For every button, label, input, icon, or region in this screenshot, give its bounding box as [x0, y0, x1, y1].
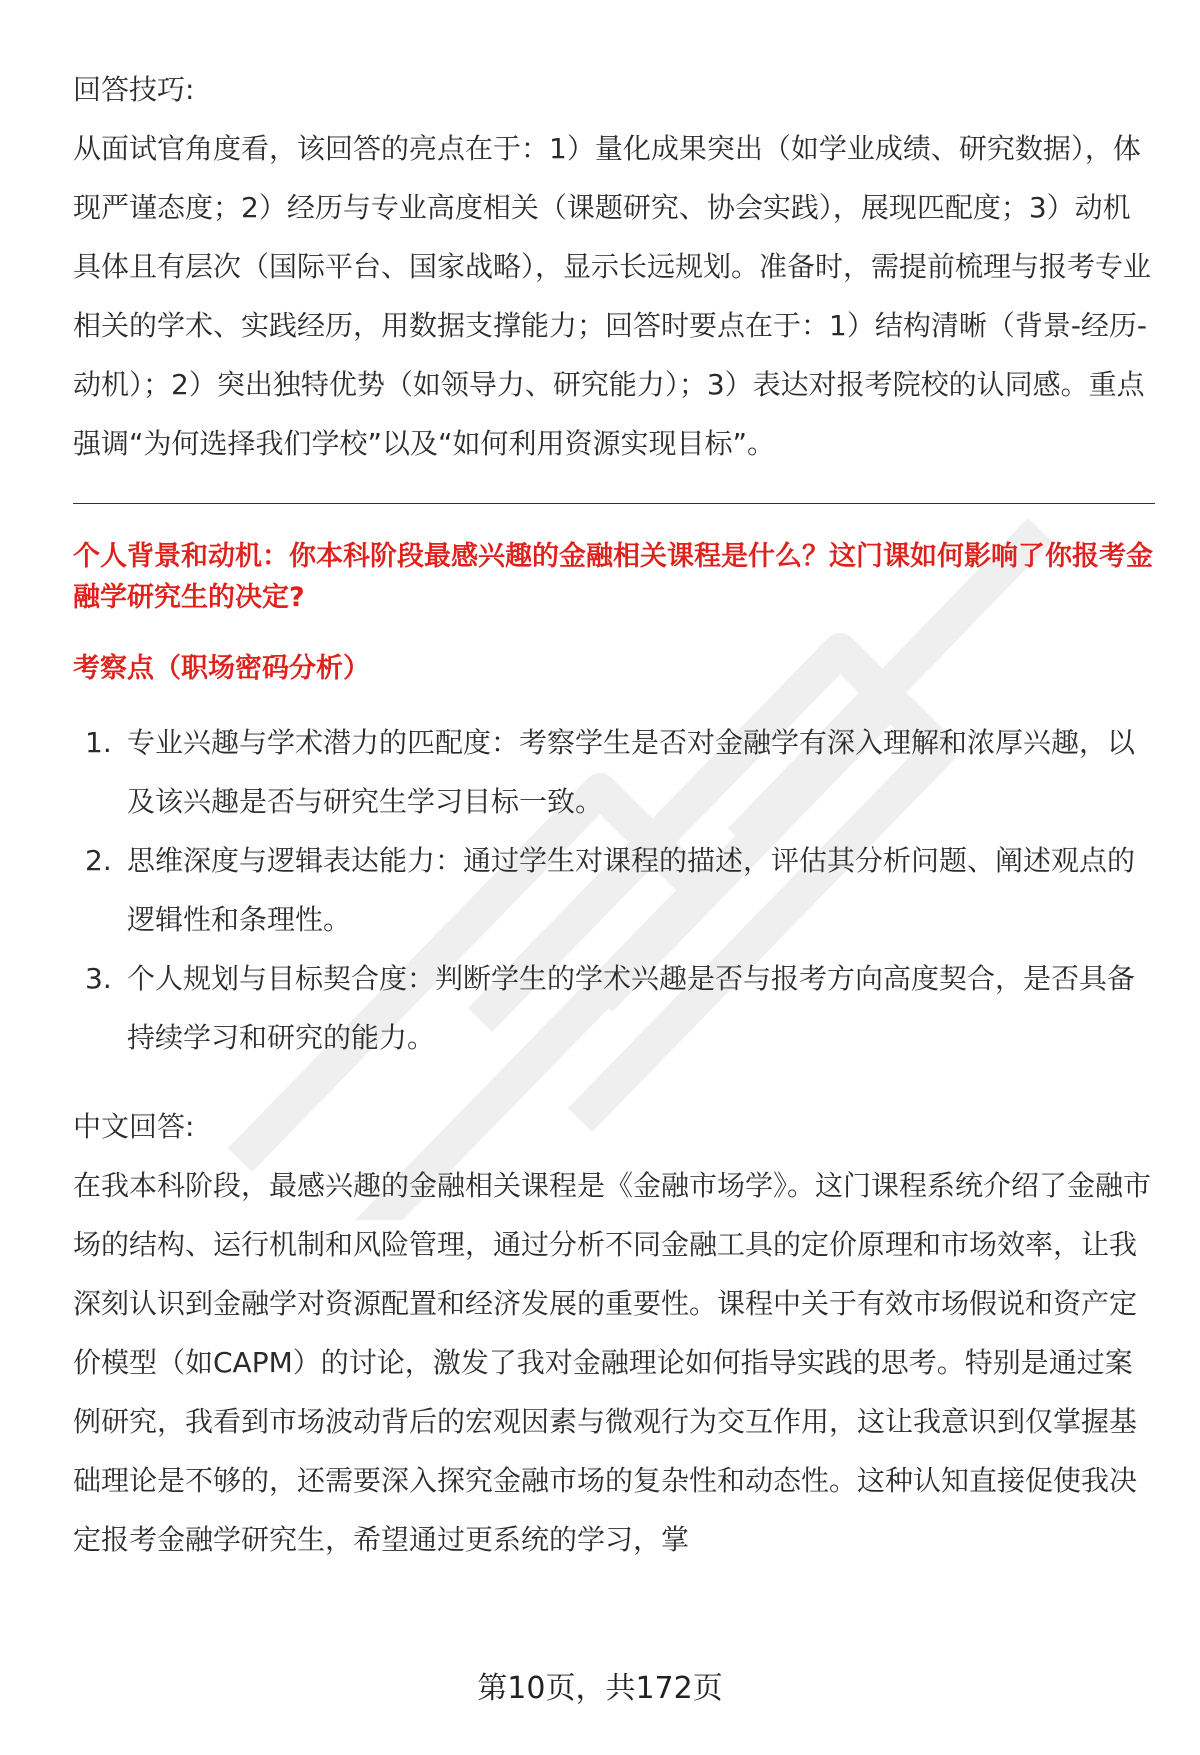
question-title: 个人背景和动机：你本科阶段最感兴趣的金融相关课程是什么？这门课如何影响了你报考金融学研究生的决定? [73, 541, 1153, 613]
tips-heading: 回答技巧: [73, 73, 195, 106]
section-divider [73, 503, 1155, 504]
list-item-text: 个人规划与目标契合度：判断学生的学术兴趣是否与报考方向高度契合，是否具备持续学习和研究的能力。 [127, 962, 1136, 1054]
list-item [73, 831, 1153, 949]
list-item-number: 1. [85, 726, 112, 759]
list-item-number: 3. [85, 962, 112, 995]
list-item [73, 949, 1153, 1067]
list-item-text: 思维深度与逻辑表达能力：通过学生对课程的描述，评估其分析问题、阐述观点的逻辑性和条理性。 [127, 844, 1136, 936]
page-number: 第10页，共172页 [477, 1671, 723, 1706]
list-item-text: 专业兴趣与学术潜力的匹配度：考察学生是否对金融学有深入理解和浓厚兴趣，以及该兴趣是否与研究生学习目标一致。 [127, 726, 1136, 818]
tips-body: 从面试官角度看，该回答的亮点在于：1）量化成果突出（如学业成绩、研究数据），体现严谨态度；2）经历与专业高度相关（课题研究、协会实践），展现匹配度；3）动机具体且有层次（国际平台、国家战略），显示长远规划。准备时，需提前梳理与报考专业相关的学术、实践经历，用数据支撑能力；回答时要点在于：1）结构清晰（背景-经历-动机）；2）突出独特优势（如领导力、研究能力）；3）表达对报考院校的认同感。重点强调“为何选择我们学校”以及“如何利用资源实现目标”。 [73, 132, 1152, 460]
document-page [73, 60, 1153, 1569]
answer-body: 在我本科阶段，最感兴趣的金融相关课程是《金融市场学》。这门课程系统介绍了金融市场的结构、运行机制和风险管理，通过分析不同金融工具的定价原理和市场效率，让我深刻认识到金融学对资源配置和经济发展的重要性。课程中关于有效市场假说和资产定价模型（如CAPM）的讨论，激发了我对金融理论如何指导实践的思考。特别是通过案例研究，我看到市场波动背后的宏观因素与微观行为交互作用，这让我意识到仅掌握基础理论是不够的，还需要深入探究金融市场的复杂性和动态性。这种认知直接促使我决定报考金融学研究生，希望通过更系统的学习，掌 [73, 1169, 1152, 1556]
list-item [73, 713, 1153, 831]
focus-points-list [73, 713, 1153, 1067]
answer-heading: 中文回答: [73, 1110, 195, 1143]
focus-heading: 考察点（职场密码分析） [73, 653, 370, 684]
list-item-number: 2. [85, 844, 112, 877]
